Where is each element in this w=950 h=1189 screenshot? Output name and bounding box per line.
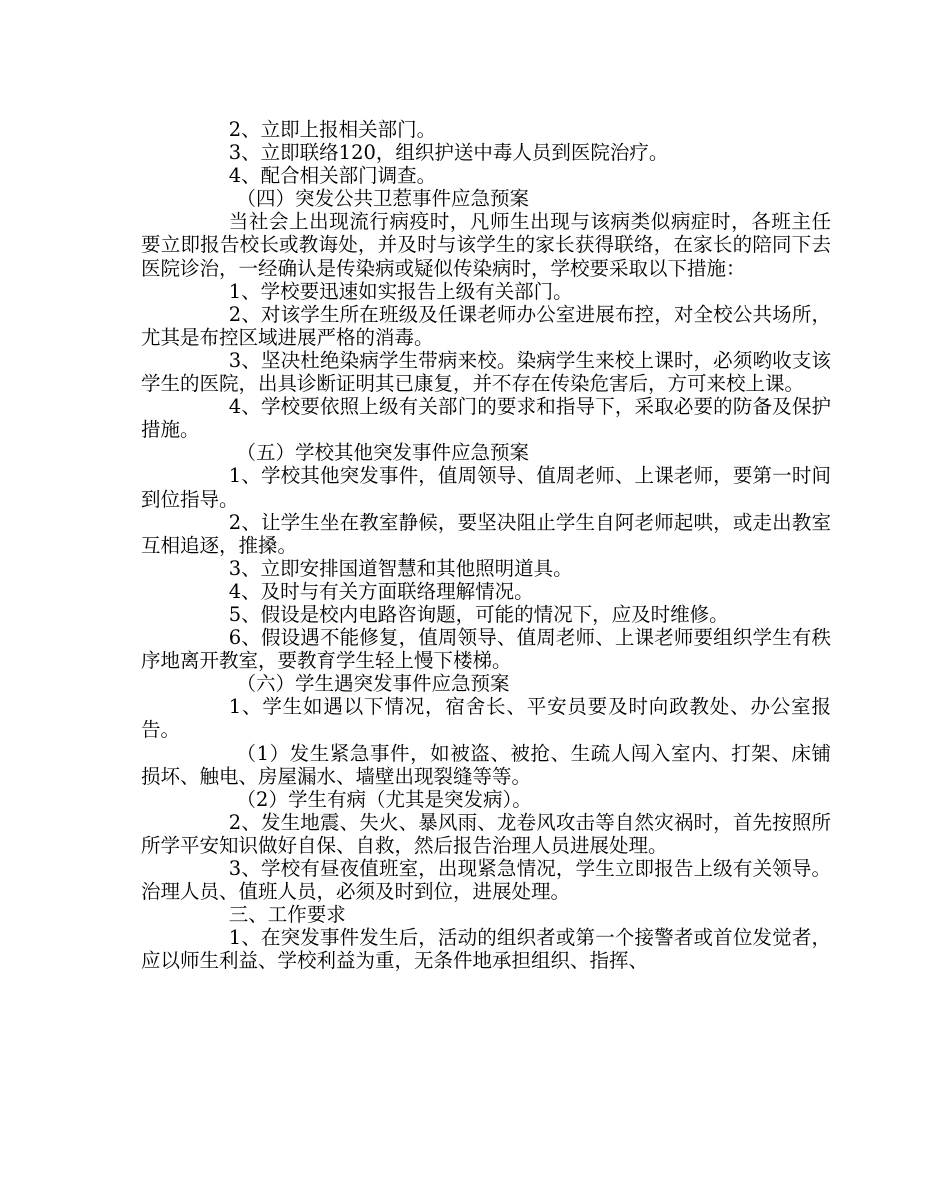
paragraph: 1、在突发事件发生后，活动的组织者或第一个接警者或首位发觉者，应以师生利益、学校利益为重，无条件地承担组织、指挥、 — [141, 926, 831, 973]
paragraph: 1、学校其他突发事件，值周领导、值周老师、上课老师，要第一时间到位指导。 — [141, 464, 831, 511]
section-heading: （四）突发公共卫惹事件应急预案 — [236, 187, 530, 211]
sub-item: （2）学生有病（尤其是突发病）。 — [236, 787, 532, 811]
section-heading: （六）学生遇突发事件应急预案 — [236, 672, 510, 696]
paragraph: 3、立即联络120，组织护送中毒人员到医院治疗。 — [228, 141, 669, 165]
paragraph: 4、学校要依照上级有关部门的要求和指导下，采取必要的防备及保护措施。 — [141, 395, 831, 442]
paragraph: 6、假设遇不能修复，值周领导、值周老师、上课老师要组织学生有秩序地离开教室，要教育学生轻上慢下楼梯。 — [141, 626, 831, 673]
paragraph: 2、让学生坐在教室静候，要坚决阻止学生自阿老师起哄，或走出教室互相追逐，推搡。 — [141, 510, 831, 557]
paragraph: 3、坚决杜绝染病学生带病来校。染病学生来校上课时，必须哟收支该学生的医院，出具诊断证明其已康复，并不存在传染危害后，方可来校上课。 — [141, 348, 831, 396]
paragraph: 1、学校要迅速如实报告上级有关部门。 — [228, 279, 573, 303]
paragraph: 4、配合相关部门调查。 — [228, 164, 437, 188]
sub-item: （1）发生紧急事件，如被盗、被抢、生疏人闯入室内、打架、床铺损坏、触电、房屋漏水、墙壁出现裂缝等等。 — [141, 741, 831, 788]
paragraph: 2、立即上报相关部门。 — [228, 118, 437, 141]
paragraph: 3、学校有昼夜值班室，出现紧急情况，学生立即报告上级有关领导。治理人员、值班人员，必须及时到位，进展处理。 — [141, 857, 831, 904]
paragraph: 4、及时与有关方面联络理解情况。 — [228, 579, 534, 603]
paragraph: 5、假设是校内电路咨询题，可能的情况下，应及时维修。 — [228, 602, 729, 626]
paragraph: 2、对该学生所在班级及任课老师办公室进展布控，对全校公共场所，尤其是布控区域进展严格的消毒。 — [141, 302, 831, 349]
document-body — [141, 118, 831, 972]
paragraph: 3、立即安排国道智慧和其他照明道具。 — [228, 556, 573, 580]
paragraph: 2、发生地震、失火、暴风雨、龙卷风攻击等自然灾祸时，首先按照所所学平安知识做好自保、自救，然后报告治理人员进展处理。 — [141, 810, 831, 857]
paragraph: 当社会上出现流行病疫时，凡师生出现与该病类似病症时，各班主任要立即报告校长或教诲处，并及时与该学生的家长获得联络，在家长的陪同下去医院诊治，一经确认是传染病或疑似传染病时，学校要采取以下措施： — [141, 210, 831, 280]
section-heading: 三、工作要求 — [228, 903, 346, 927]
paragraph: 1、学生如遇以下情况，宿舍长、平安员要及时向政教处、办公室报告。 — [141, 695, 831, 742]
section-heading: （五）学校其他突发事件应急预案 — [236, 441, 530, 465]
